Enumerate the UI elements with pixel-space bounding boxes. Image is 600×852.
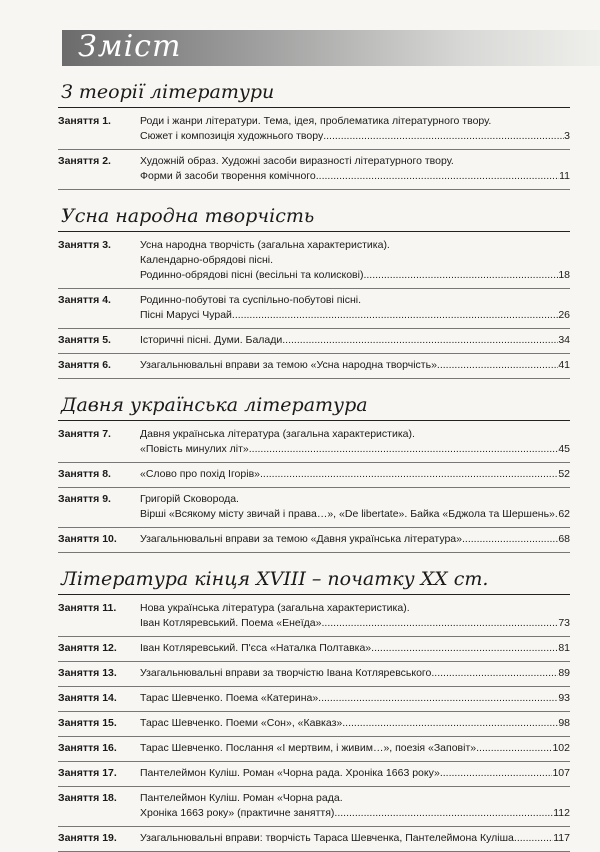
entry-line bbox=[140, 129, 570, 144]
entry-line: Родинно-побутові та суспільно-побутові пісні. bbox=[140, 294, 362, 306]
dot-leader bbox=[363, 268, 558, 283]
page-number: 73 bbox=[558, 617, 570, 629]
entry-title: Тарас Шевченко. Поеми «Сон», «Кавказ» bbox=[140, 717, 343, 729]
entry-line bbox=[140, 666, 570, 681]
toc-entry[interactable] bbox=[58, 662, 570, 687]
entry-line bbox=[140, 641, 570, 656]
lesson-number: Заняття 2. bbox=[58, 155, 111, 167]
entry-line: Пантелеймон Куліш. Роман «Чорна рада. bbox=[140, 792, 343, 804]
toc-entry[interactable] bbox=[58, 150, 570, 190]
toc-section bbox=[58, 391, 570, 553]
toc-entry[interactable] bbox=[58, 637, 570, 662]
entry-title: Історичні пісні. Думи. Балади bbox=[140, 334, 283, 346]
toc-entry[interactable] bbox=[58, 329, 570, 354]
toc-section bbox=[58, 202, 570, 379]
page-number: 62 bbox=[558, 508, 570, 520]
entry-line: Григорій Сковорода. bbox=[140, 493, 239, 505]
entry-line bbox=[140, 333, 570, 348]
dot-leader bbox=[260, 467, 558, 482]
entry-line bbox=[140, 532, 570, 547]
entry-title: Пісні Марусі Чурай bbox=[140, 309, 232, 321]
toc-entry[interactable] bbox=[58, 687, 570, 712]
page-number: 112 bbox=[553, 807, 570, 819]
page-number: 18 bbox=[558, 269, 570, 281]
entry-body bbox=[140, 114, 570, 144]
entry-line bbox=[140, 308, 570, 323]
toc-entry[interactable] bbox=[58, 463, 570, 488]
page-number: 93 bbox=[558, 692, 570, 704]
entry-line bbox=[140, 442, 570, 457]
entry-line bbox=[140, 831, 570, 846]
entry-line: Художній образ. Художні засоби виразності літературного твору. bbox=[140, 155, 454, 167]
entry-title: Форми й засоби творення комічного bbox=[140, 170, 316, 182]
entry-title: Хроніка 1663 року» (практичне заняття) bbox=[140, 807, 335, 819]
entry-title: Узагальнювальні вправи: творчість Тараса Шевченка, Пантелеймона Куліша bbox=[140, 832, 514, 844]
lesson-number: Заняття 12. bbox=[58, 642, 117, 654]
toc-entry[interactable] bbox=[58, 289, 570, 329]
entry-line bbox=[140, 691, 570, 706]
lesson-number: Заняття 18. bbox=[58, 792, 117, 804]
toc-entry[interactable] bbox=[58, 737, 570, 762]
entry-body bbox=[140, 666, 570, 681]
lesson-number: Заняття 6. bbox=[58, 359, 111, 371]
page-number: 117 bbox=[553, 832, 570, 844]
entry-title: Узагальнювальні вправи за темою «Усна народна творчість» bbox=[140, 359, 437, 371]
lesson-number: Заняття 1. bbox=[58, 115, 111, 127]
entry-title: Родинно-обрядові пісні (весільні та колискові) bbox=[140, 269, 364, 281]
entry-line: Календарно-обрядові пісні. bbox=[140, 254, 274, 266]
entry-line bbox=[140, 766, 570, 781]
lesson-number: Заняття 17. bbox=[58, 767, 117, 779]
entry-body bbox=[140, 766, 570, 781]
entry-body bbox=[140, 791, 570, 821]
dot-leader bbox=[514, 831, 553, 846]
dot-leader bbox=[249, 442, 559, 457]
page-number: 3 bbox=[564, 130, 570, 142]
toc-section bbox=[58, 78, 570, 190]
lesson-number: Заняття 7. bbox=[58, 428, 111, 440]
toc-entry[interactable] bbox=[58, 787, 570, 827]
toc-entry[interactable] bbox=[58, 354, 570, 379]
entry-title: Узагальнювальні вправи за темою «Давня українська література» bbox=[140, 533, 462, 545]
entry-body bbox=[140, 741, 570, 756]
entry-title: Тарас Шевченко. Послання «І мертвим, і живим…», поезія «Заповіт» bbox=[140, 742, 477, 754]
lesson-number: Заняття 5. bbox=[58, 334, 111, 346]
entry-line bbox=[140, 268, 570, 283]
toc-entry[interactable] bbox=[58, 827, 570, 852]
toc-entry[interactable] bbox=[58, 762, 570, 787]
entry-line bbox=[140, 806, 570, 821]
entry-title: «Повість минулих літ» bbox=[140, 443, 249, 455]
entry-body bbox=[140, 333, 570, 348]
lesson-number: Заняття 14. bbox=[58, 692, 117, 704]
dot-leader bbox=[321, 616, 558, 631]
page-number: 107 bbox=[552, 767, 570, 779]
lesson-number: Заняття 16. bbox=[58, 742, 117, 754]
entry-body bbox=[140, 427, 570, 457]
entry-line: Усна народна творчість (загальна характеристика). bbox=[140, 239, 390, 251]
lesson-number: Заняття 15. bbox=[58, 717, 117, 729]
dot-leader bbox=[282, 333, 558, 348]
page-number: 26 bbox=[558, 309, 570, 321]
page-number: 98 bbox=[558, 717, 570, 729]
dot-leader bbox=[232, 308, 558, 323]
entry-body bbox=[140, 641, 570, 656]
lesson-number: Заняття 10. bbox=[58, 533, 117, 545]
entry-title: Іван Котляревський. П'єса «Наталка Полтавка» bbox=[140, 642, 372, 654]
page-number: 45 bbox=[558, 443, 570, 455]
toc-entry[interactable] bbox=[58, 488, 570, 528]
dot-leader bbox=[334, 806, 553, 821]
dot-leader bbox=[437, 358, 558, 373]
entry-title: Тарас Шевченко. Поема «Катерина» bbox=[140, 692, 319, 704]
page-number: 102 bbox=[552, 742, 570, 754]
dot-leader bbox=[431, 666, 558, 681]
dot-leader bbox=[318, 691, 558, 706]
page-number: 52 bbox=[558, 468, 570, 480]
dot-leader bbox=[440, 766, 553, 781]
lesson-number: Заняття 4. bbox=[58, 294, 111, 306]
entry-title: Вірші «Всякому місту звичай і права…», «De libertate». Байка «Бджола та Шершень» bbox=[140, 508, 555, 520]
lesson-number: Заняття 3. bbox=[58, 239, 111, 251]
page-number: 81 bbox=[558, 642, 570, 654]
entry-body bbox=[140, 691, 570, 706]
dot-leader bbox=[462, 532, 558, 547]
dot-leader bbox=[342, 716, 558, 731]
entry-body bbox=[140, 358, 570, 373]
entry-line bbox=[140, 716, 570, 731]
entry-body bbox=[140, 238, 570, 283]
section-heading: Усна народна творчість bbox=[58, 202, 570, 232]
page-number: 41 bbox=[558, 359, 570, 371]
entry-line: Нова українська література (загальна характеристика). bbox=[140, 602, 410, 614]
entry-body bbox=[140, 532, 570, 547]
entry-title: Узагальнювальні вправи за творчістю Івана Котляревського bbox=[140, 667, 432, 679]
entry-line: Давня українська література (загальна характеристика). bbox=[140, 428, 415, 440]
dot-leader bbox=[371, 641, 558, 656]
dot-leader bbox=[323, 129, 564, 144]
toc-entry[interactable] bbox=[58, 423, 570, 463]
page-title: Зміст bbox=[78, 29, 182, 64]
page-number: 11 bbox=[559, 170, 570, 182]
page-number: 68 bbox=[558, 533, 570, 545]
entry-title: «Слово про похід Ігорів» bbox=[140, 468, 260, 480]
page-number: 34 bbox=[558, 334, 570, 346]
entry-line bbox=[140, 507, 570, 522]
entry-line bbox=[140, 169, 570, 184]
entry-body bbox=[140, 831, 570, 846]
table-of-contents bbox=[58, 78, 570, 852]
entry-body bbox=[140, 716, 570, 731]
entry-title: Іван Котляревський. Поема «Енеїда» bbox=[140, 617, 322, 629]
dot-leader bbox=[316, 169, 559, 184]
toc-entry[interactable] bbox=[58, 712, 570, 737]
entry-body bbox=[140, 492, 570, 522]
page-number: 89 bbox=[558, 667, 570, 679]
toc-entry[interactable] bbox=[58, 528, 570, 553]
lesson-number: Заняття 13. bbox=[58, 667, 117, 679]
lesson-number: Заняття 11. bbox=[58, 602, 117, 614]
entry-line bbox=[140, 741, 570, 756]
entry-body bbox=[140, 293, 570, 323]
dot-leader bbox=[476, 741, 552, 756]
entry-line bbox=[140, 358, 570, 373]
entry-line bbox=[140, 616, 570, 631]
entry-title: Пантелеймон Куліш. Роман «Чорна рада. Хроніка 1663 року» bbox=[140, 767, 440, 779]
entry-title: Сюжет і композиція художнього твору bbox=[140, 130, 324, 142]
lesson-number: Заняття 8. bbox=[58, 468, 111, 480]
toc-entry[interactable] bbox=[58, 110, 570, 150]
toc-entry[interactable] bbox=[58, 597, 570, 637]
section-heading: Давня українська література bbox=[58, 391, 570, 421]
lesson-number: Заняття 9. bbox=[58, 493, 111, 505]
toc-section bbox=[58, 565, 570, 852]
lesson-number: Заняття 19. bbox=[58, 832, 117, 844]
entry-body bbox=[140, 467, 570, 482]
entry-body bbox=[140, 154, 570, 184]
section-heading: З теорії літератури bbox=[58, 78, 570, 108]
toc-entry[interactable] bbox=[58, 234, 570, 289]
section-heading: Література кінця XVIII – початку XX ст. bbox=[58, 565, 570, 595]
entry-body bbox=[140, 601, 570, 631]
entry-line: Роди і жанри літератури. Тема, ідея, проблематика літературного твору. bbox=[140, 115, 492, 127]
entry-line bbox=[140, 467, 570, 482]
